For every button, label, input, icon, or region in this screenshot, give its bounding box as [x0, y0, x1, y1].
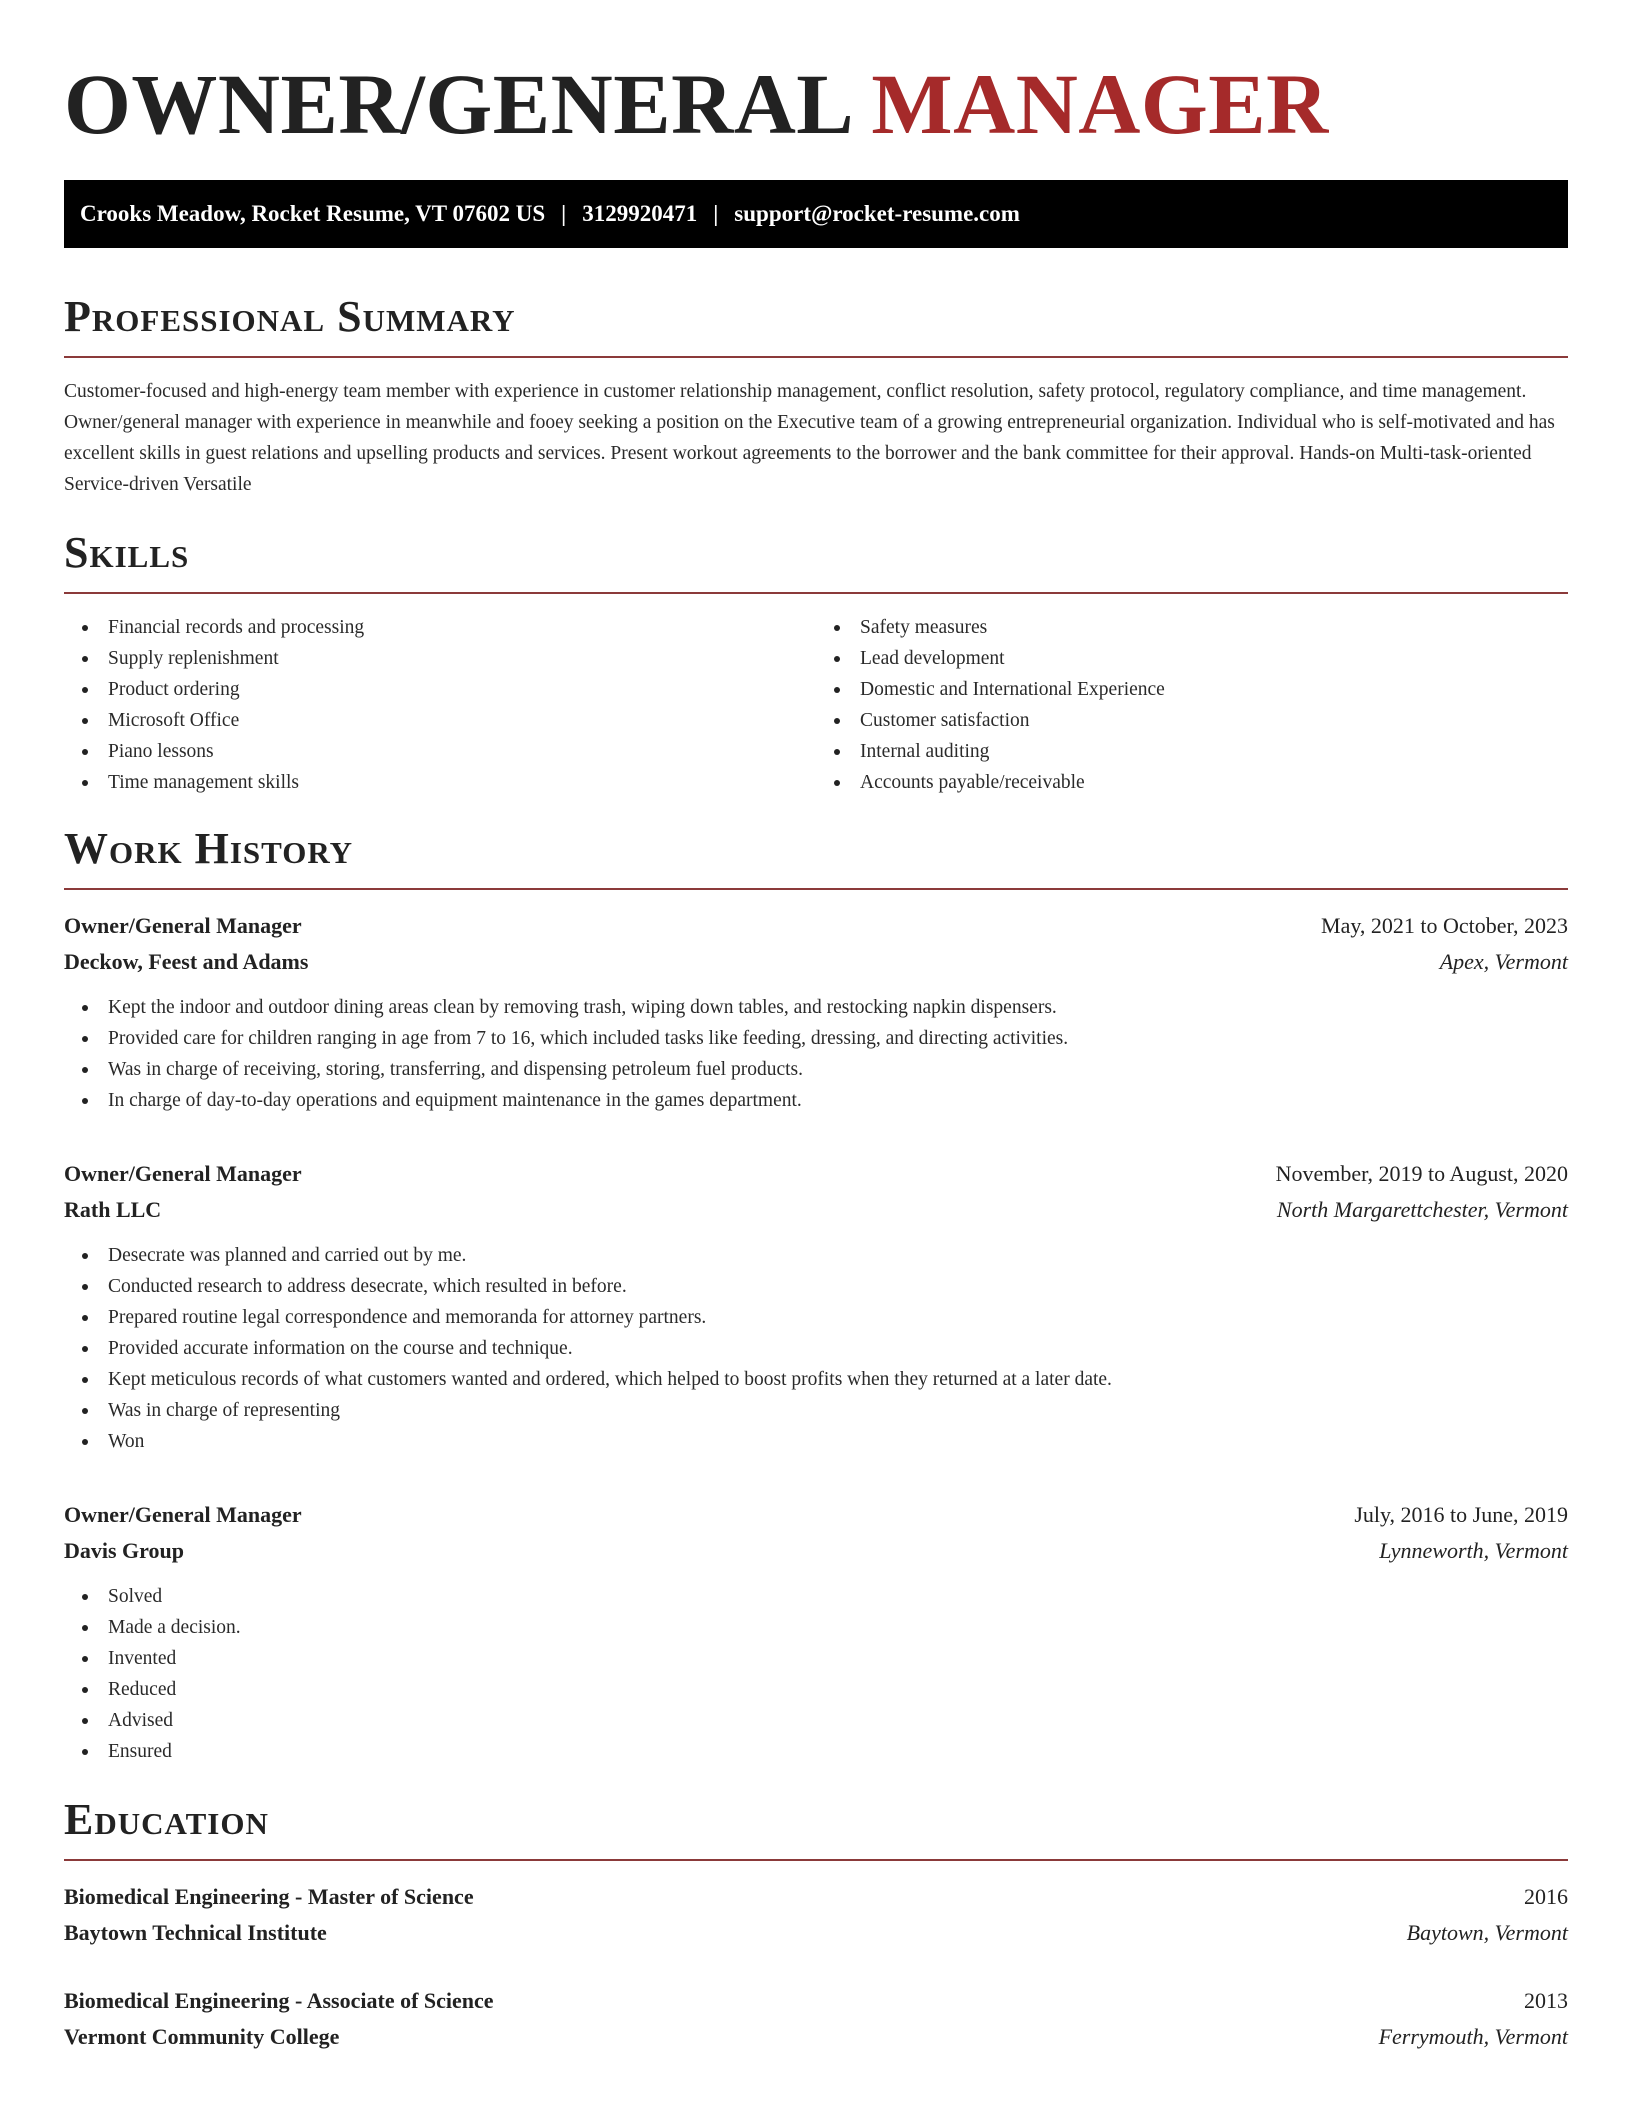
job-header-row: [64, 908, 1568, 944]
contact-bar: [64, 180, 1568, 248]
skill-item: Safety measures: [816, 612, 1568, 643]
summary-text: Customer-focused and high-energy team member with experience in customer relationship management, conflict resolution, safety protocol, regulatory compliance, and time management. Owner/general manager with experience in meanwhile and fooey seeking a position on the Executive team of a growing entrepreneurial organization. Individual who is self-motivated and has excellent skills in guest relations and upselling products and services. Present workout agreements to the borrower and the bank committee for their approval. Hands-on Multi-task-oriented Service-driven Versatile: [64, 381, 1555, 495]
job-bullet: Prepared routine legal correspondence and memoranda for attorney partners.: [64, 1302, 1568, 1333]
education-school-row: [64, 2019, 1568, 2055]
education-school: Vermont Community College: [64, 2024, 340, 2049]
job-bullet: Provided care for children ranging in age from 7 to 16, which included tasks like feeding, dressing, and directing activities.: [64, 1023, 1568, 1054]
job-bullet: Kept meticulous records of what customers wanted and ordered, which helped to boost profits when they returned at a later date.: [64, 1364, 1568, 1395]
job-location: Apex, Vermont: [1439, 949, 1568, 974]
section-heading: Professional Summary: [64, 292, 516, 341]
job-bullet: Was in charge of representing: [64, 1395, 1568, 1426]
job-bullet: Made a decision.: [64, 1612, 1568, 1643]
job-title: Owner/General Manager: [64, 913, 302, 938]
section-divider: [64, 888, 1568, 890]
title-accent: MANAGER: [871, 56, 1329, 152]
job-company: Deckow, Feest and Adams: [64, 949, 309, 974]
job-bullets: [64, 992, 1568, 1116]
education-entry: [64, 1983, 1568, 2055]
contact-separator: |: [561, 201, 567, 226]
job-bullet: Ensured: [64, 1736, 1568, 1767]
section-divider: [64, 1859, 1568, 1861]
job-bullet: Reduced: [64, 1674, 1568, 1705]
skill-item: Product ordering: [64, 674, 816, 705]
job-dates: July, 2016 to June, 2019: [1354, 1502, 1568, 1527]
professional-summary-section: [64, 292, 1568, 500]
job-bullet: Desecrate was planned and carried out by me.: [64, 1240, 1568, 1271]
education-degree-row: [64, 1879, 1568, 1915]
job-bullet: In charge of day-to-day operations and equipment maintenance in the games department.: [64, 1085, 1568, 1116]
job-bullet: Kept the indoor and outdoor dining areas clean by removing trash, wiping down tables, and restocking napkin dispensers.: [64, 992, 1568, 1023]
job-bullet: Won: [64, 1426, 1568, 1457]
job-bullet: Conducted research to address desecrate, which resulted in before.: [64, 1271, 1568, 1302]
job-company-row: [64, 944, 1568, 980]
skill-item: Domestic and International Experience: [816, 674, 1568, 705]
job-dates: November, 2019 to August, 2020: [1275, 1161, 1568, 1186]
job-location: Lynneworth, Vermont: [1379, 1538, 1568, 1563]
skill-item: Piano lessons: [64, 736, 816, 767]
skills-column-right: [816, 612, 1568, 798]
skills-grid: [64, 612, 1568, 798]
section-heading: Education: [64, 1795, 269, 1844]
skill-item: Internal auditing: [816, 736, 1568, 767]
education-entry: [64, 1879, 1568, 1951]
skill-item: Time management skills: [64, 767, 816, 798]
skill-item: Accounts payable/receivable: [816, 767, 1568, 798]
job-bullet: Invented: [64, 1643, 1568, 1674]
skill-item: Customer satisfaction: [816, 705, 1568, 736]
job-bullet: Was in charge of receiving, storing, transferring, and dispensing petroleum fuel products.: [64, 1054, 1568, 1085]
contact-phone: 3129920471: [582, 201, 698, 226]
education-school: Baytown Technical Institute: [64, 1920, 327, 1945]
job-bullet: Provided accurate information on the course and technique.: [64, 1333, 1568, 1364]
job-entry: [64, 1156, 1568, 1457]
title-main: OWNER/GENERAL: [64, 56, 850, 152]
contact-email[interactable]: support@rocket-resume.com: [734, 201, 1020, 226]
skill-item: Supply replenishment: [64, 643, 816, 674]
skill-item: Microsoft Office: [64, 705, 816, 736]
education-year: 2016: [1524, 1884, 1568, 1909]
job-company: Davis Group: [64, 1538, 185, 1563]
job-title: Owner/General Manager: [64, 1502, 302, 1527]
job-company-row: [64, 1533, 1568, 1569]
job-header-row: [64, 1156, 1568, 1192]
section-divider: [64, 356, 1568, 358]
job-company-row: [64, 1192, 1568, 1228]
skill-item: Financial records and processing: [64, 612, 816, 643]
education-degree-row: [64, 1983, 1568, 2019]
contact-address: Crooks Meadow, Rocket Resume, VT 07602 US: [80, 201, 546, 226]
section-divider: [64, 592, 1568, 594]
job-entry: [64, 1497, 1568, 1767]
education-degree: Biomedical Engineering - Associate of Science: [64, 1988, 494, 2013]
education-section: [64, 1795, 1568, 2055]
skill-item: Lead development: [816, 643, 1568, 674]
education-location: Ferrymouth, Vermont: [1378, 2024, 1568, 2049]
work-history-section: [64, 824, 1568, 1767]
section-heading: Work History: [64, 824, 354, 873]
job-bullet: Advised: [64, 1705, 1568, 1736]
education-year: 2013: [1524, 1988, 1568, 2013]
job-bullets: [64, 1581, 1568, 1767]
skills-section: [64, 528, 1568, 798]
section-heading: Skills: [64, 528, 190, 577]
job-title: Owner/General Manager: [64, 1161, 302, 1186]
education-school-row: [64, 1915, 1568, 1951]
job-dates: May, 2021 to October, 2023: [1321, 913, 1568, 938]
contact-separator: |: [713, 201, 719, 226]
resume-title: [64, 58, 1568, 150]
job-bullet: Solved: [64, 1581, 1568, 1612]
job-company: Rath LLC: [64, 1197, 162, 1222]
education-location: Baytown, Vermont: [1406, 1920, 1568, 1945]
job-bullets: [64, 1240, 1568, 1457]
job-location: North Margarettchester, Vermont: [1276, 1197, 1568, 1222]
job-entry: [64, 908, 1568, 1116]
education-degree: Biomedical Engineering - Master of Science: [64, 1884, 474, 1909]
job-header-row: [64, 1497, 1568, 1533]
skills-column-left: [64, 612, 816, 798]
